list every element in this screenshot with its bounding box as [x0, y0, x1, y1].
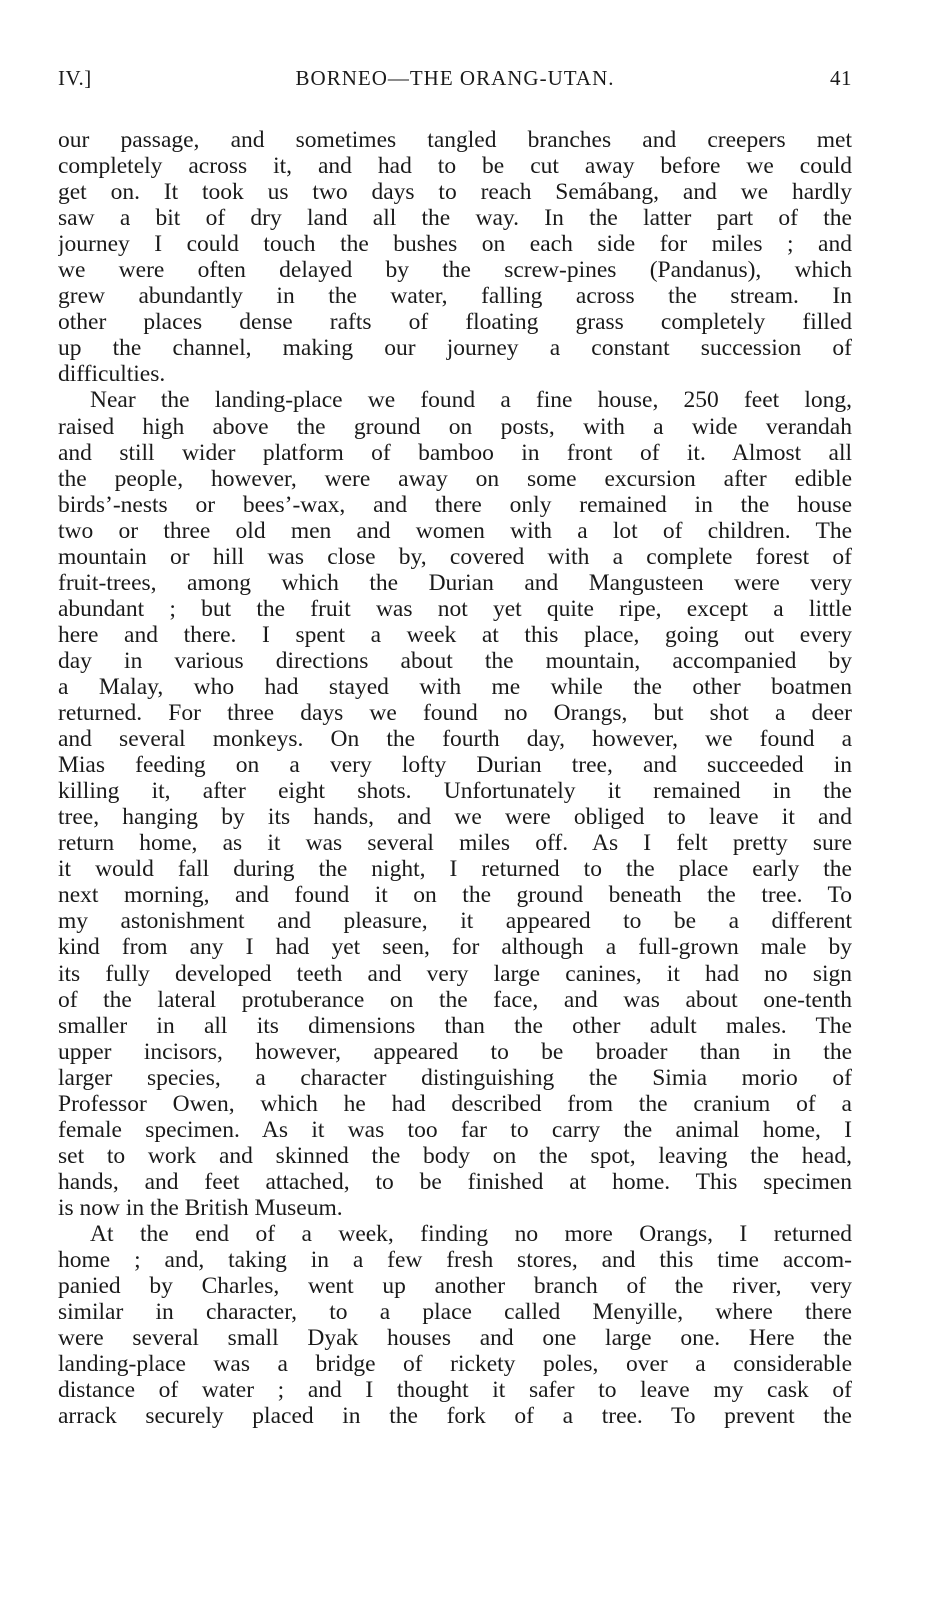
- text-line: our passage, and sometimes tangled branches and creepers met: [58, 127, 852, 153]
- text-line: difficulties.: [58, 361, 166, 388]
- text-line: we were often delayed by the screw-pines (Pandanus), which: [58, 257, 852, 284]
- text-line: get on. It took us two days to reach Semábang, and we hardly: [58, 179, 852, 206]
- text-line: upper incisors, however, appeared to be broader than in the: [58, 1038, 852, 1065]
- text-line: distance of water ; and I thought it safer to leave my cask of: [58, 1377, 852, 1404]
- text-line: birds’-nests or bees’-wax, and there only remained in the house: [58, 491, 852, 518]
- text-line: kind from any I had yet seen, for although a full-grown male by: [58, 934, 852, 961]
- text-line: journey I could touch the bushes on each side for miles ; and: [58, 231, 852, 258]
- text-line: up the channel, making our journey a constant succession of: [58, 335, 852, 362]
- text-line: returned. For three days we found no Orangs, but shot a deer: [58, 700, 852, 727]
- text-line: and still wider platform of bamboo in front of it. Almost all: [58, 439, 852, 466]
- running-head: [58, 66, 852, 96]
- text-line: Professor Owen, which he had described from the cranium of a: [58, 1090, 852, 1117]
- text-line: grew abundantly in the water, falling across the stream. In: [58, 283, 852, 310]
- text-line: Near the landing-place we found a fine house, 250 feet long,: [90, 387, 852, 414]
- text-line: it would fall during the night, I returned to the place early the: [58, 856, 852, 883]
- text-line: a Malay, who had stayed with me while the other boatmen: [58, 673, 852, 700]
- text-line: set to work and skinned the body on the spot, leaving the head,: [58, 1142, 852, 1169]
- text-line: female specimen. As it was too far to carry the animal home, I: [58, 1116, 852, 1143]
- text-line: killing it, after eight shots. Unfortunately it remained in the: [58, 778, 852, 805]
- text-line: is now in the British Museum.: [58, 1194, 343, 1221]
- text-line: tree, hanging by its hands, and we were obliged to leave it and: [58, 804, 852, 831]
- text-line: the people, however, were away on some excursion after edible: [58, 465, 852, 492]
- text-line: other places dense rafts of floating grass completely filled: [58, 309, 852, 336]
- running-title: BORNEO—THE ORANG-UTAN.: [295, 66, 615, 90]
- text-line: similar in character, to a place called Menyille, where there: [58, 1299, 852, 1326]
- text-line: completely across it, and had to be cut away before we could: [58, 153, 852, 180]
- text-line: panied by Charles, went up another branch of the river, very: [58, 1273, 852, 1300]
- text-line: smaller in all its dimensions than the other adult males. The: [58, 1012, 852, 1039]
- body-text: [58, 127, 852, 1429]
- text-line: Mias feeding on a very lofty Durian tree, and succeeded in: [58, 752, 852, 779]
- text-line: its fully developed teeth and very large canines, it had no sign: [58, 960, 852, 987]
- text-line: were several small Dyak houses and one large one. Here the: [58, 1325, 852, 1352]
- page-number: 41: [830, 66, 852, 90]
- text-line: of the lateral protuberance on the face, and was about one-tenth: [58, 986, 852, 1013]
- text-line: two or three old men and women with a lot of children. The: [58, 517, 852, 544]
- text-line: arrack securely placed in the fork of a tree. To prevent the: [58, 1403, 852, 1430]
- text-line: fruit-trees, among which the Durian and Mangusteen were very: [58, 569, 852, 596]
- text-line: saw a bit of dry land all the way. In the latter part of the: [58, 205, 852, 232]
- text-line: landing-place was a bridge of rickety poles, over a considerable: [58, 1351, 852, 1378]
- text-line: abundant ; but the fruit was not yet quite ripe, except a little: [58, 595, 852, 622]
- text-line: my astonishment and pleasure, it appeared to be a different: [58, 908, 852, 935]
- chapter-number: IV.]: [58, 66, 92, 90]
- text-line: here and there. I spent a week at this place, going out every: [58, 621, 852, 648]
- text-line: home ; and, taking in a few fresh stores, and this time accom-: [58, 1247, 852, 1274]
- text-line: and several monkeys. On the fourth day, however, we found a: [58, 726, 852, 753]
- text-line: next morning, and found it on the ground beneath the tree. To: [58, 882, 852, 909]
- text-line: mountain or hill was close by, covered with a complete forest of: [58, 543, 852, 570]
- text-line: hands, and feet attached, to be finished at home. This specimen: [58, 1168, 852, 1195]
- text-line: return home, as it was several miles off. As I felt pretty sure: [58, 830, 852, 857]
- text-line: larger species, a character distinguishing the Simia morio of: [58, 1064, 852, 1091]
- text-line: day in various directions about the mountain, accompanied by: [58, 647, 852, 674]
- text-line: At the end of a week, finding no more Orangs, I returned: [90, 1220, 852, 1247]
- text-line: raised high above the ground on posts, with a wide verandah: [58, 413, 852, 440]
